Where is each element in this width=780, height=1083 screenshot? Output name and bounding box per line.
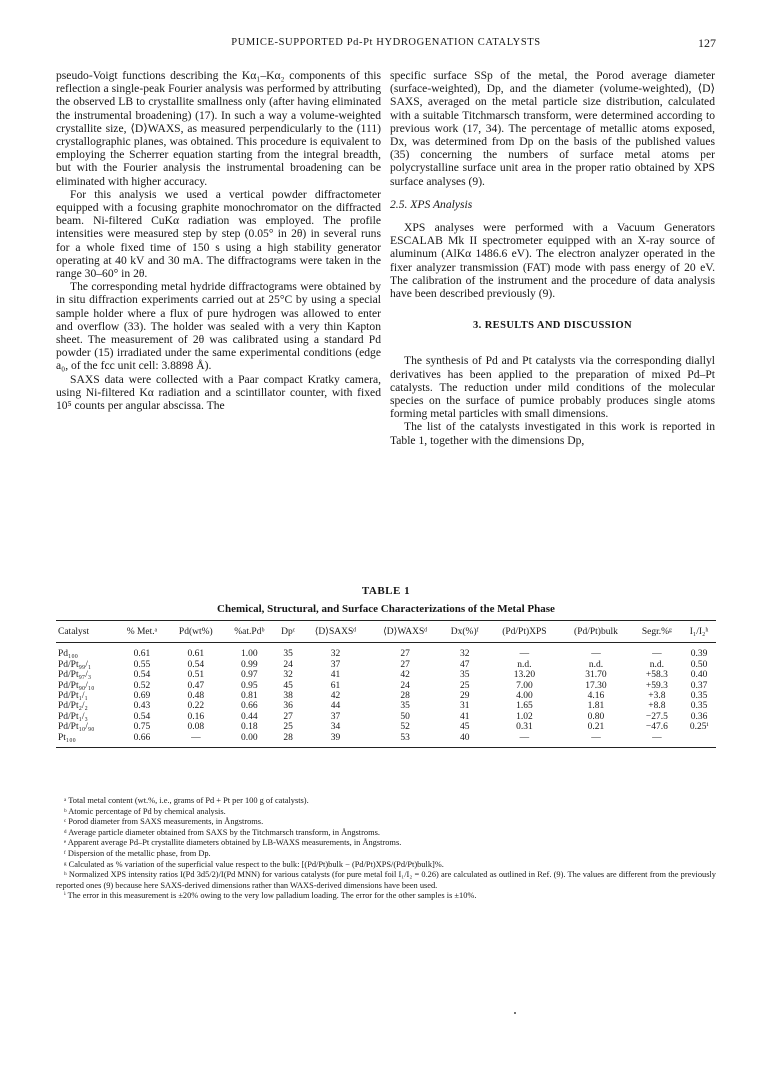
footnote: ᶠ Dispersion of the metallic phase, from Dp.: [64, 848, 211, 858]
table-cell: +8.8: [648, 701, 666, 712]
table-cell: —: [488, 733, 560, 748]
table-cell: 35: [459, 670, 470, 681]
table-cell: 28: [275, 733, 302, 748]
table-cell: 50: [400, 711, 410, 722]
table-cell: 0.35: [690, 701, 708, 712]
table-cell: 0.22: [187, 701, 205, 712]
table-cell: 27: [400, 649, 410, 660]
table-cell: 0.44: [241, 711, 258, 722]
table-cell: 0.99: [241, 659, 258, 670]
column-header: Dpᶜ: [275, 621, 302, 643]
table-row: [56, 670, 716, 680]
table-cell: 42: [400, 670, 410, 681]
table-cell: −27.5: [645, 711, 668, 722]
table-cell: 37: [330, 659, 341, 670]
table-cell: 0.54: [133, 670, 151, 681]
table-cell: 42: [330, 691, 341, 702]
table-cell: 1.81: [587, 701, 605, 712]
paragraph: The synthesis of Pd and Pt catalysts via the corresponding diallyl derivatives has been applied to the preparation of mixed Pd–Pt catalysts. The reduction under mild conditions of the molecular species on the surface of pumice probably produces single atoms forming metal particles with small dimensions.: [390, 354, 715, 421]
table-cell: 45: [283, 680, 293, 691]
paragraph: specific surface SSp of the metal, the Porod average diameter (surface-weighted), Dp, and the diameter (volume-weighted), ⟨D⟩SAXS, averaged on the metal particle size distribution, calculated with a suitable Titchmarsch transform, were determined according to previous work (17, 34). The percentage of metallic atoms exposed, Dx, was determined from Dp on the basis of the published values (35) concerning the numbers of surface metal atoms per polycrystalline surface unit area in the proper ratio obtained by XPS surface analyses (9).: [390, 69, 715, 188]
page-header: [56, 37, 716, 53]
footnote: ʰ Normalized XPS intensity ratios I(Pd 3d5/2)/I(Pd MNN) for various catalysts (for pure metal foil I₁/I₂ = 0.26) are calculated as outlined in Ref. (9). The values are different from the previously reported ones (9) because here SAXS-derived dimensions rather than WAXS-derived dimensions have been used.: [56, 870, 716, 890]
column-header: (Pd/Pt)XPS: [488, 621, 560, 643]
column-header: %at.Pdᵇ: [224, 621, 275, 643]
table-cell: 37: [330, 711, 341, 722]
table-cell: 31: [459, 701, 470, 712]
table-cell: Pd/Pt₁₀/₉₀: [58, 722, 95, 733]
table-title: TABLE 1: [361, 585, 411, 597]
table-cell: 0.66: [241, 701, 258, 712]
table-cell: 1.02: [516, 711, 533, 722]
table-cell: Pd/Pt₁/₁: [58, 691, 88, 702]
table-cell: 0.50: [690, 659, 708, 670]
table-cell: 44: [330, 701, 341, 712]
table-row: [56, 712, 716, 722]
table-cell: 32: [330, 649, 341, 660]
table-cell: Pd/Pt₉₀/₁₀: [58, 680, 95, 691]
table-footnotes: [56, 796, 716, 902]
table-row: [56, 733, 716, 748]
table-cell: 0.54: [133, 711, 151, 722]
table-cell: 0.52: [133, 680, 151, 691]
table-cell: 1.00: [241, 649, 258, 660]
table-cell: +58.3: [645, 670, 668, 681]
table-cell: —: [560, 733, 631, 748]
table-cell: 1.65: [516, 701, 533, 712]
column-header: ⟨D⟩WAXSᵈ: [369, 621, 441, 643]
column-header: I₁/I₂ʰ: [682, 621, 716, 643]
table-row: [56, 691, 716, 701]
data-table: [56, 620, 716, 748]
table-cell: —: [632, 733, 683, 748]
table-cell: 0.48: [187, 691, 205, 702]
table-cell: 53: [369, 733, 441, 748]
table-header-row: [56, 621, 716, 643]
table-cell: —: [168, 733, 224, 748]
table-cell: Pt₁₀₀: [56, 733, 116, 748]
table-cell: 31.70: [585, 670, 607, 681]
table-cell: 4.16: [587, 691, 605, 702]
table-cell: 36: [283, 701, 293, 712]
column-header: ⟨D⟩SAXSᵈ: [302, 621, 370, 643]
table-cell: 7.00: [516, 680, 533, 691]
footnote: ᵃ Total metal content (wt.%, i.e., grams of Pd + Pt per 100 g of catalysts).: [64, 796, 309, 805]
right-column: [390, 69, 715, 447]
table-cell: 0.36: [690, 711, 708, 722]
table-cell: 0.35: [690, 691, 708, 702]
table-cell: 52: [400, 722, 410, 733]
table-cell: 24: [400, 680, 410, 691]
table-cell: 0.47: [187, 680, 205, 691]
table-cell: +3.8: [648, 691, 666, 702]
table-cell: 40: [441, 733, 488, 748]
table-row: [56, 643, 716, 660]
footnote: ⁱ The error in this measurement is ±20% owing to the very low palladium loading. The error for the other samples is ±10%.: [64, 891, 477, 901]
column-header: Pd(wt%): [168, 621, 224, 643]
table-cell: 0.37: [690, 680, 708, 691]
table-cell: 0.21: [587, 722, 605, 733]
table-caption: Chemical, Structural, and Surface Characterizations of the Metal Phase: [217, 603, 555, 615]
table-cell: 35: [283, 649, 293, 660]
running-title: PUMICE-SUPPORTED Pd-Pt HYDROGENATION CATALYSTS: [231, 37, 541, 48]
table-cell: 41: [459, 711, 470, 722]
table-cell: 38: [283, 691, 293, 702]
table-cell: 28: [400, 691, 410, 702]
table-cell: 32: [283, 670, 293, 681]
table-row: [56, 681, 716, 691]
table-cell: +59.3: [645, 680, 668, 691]
table-cell: 47: [459, 659, 470, 670]
table-cell: 0.08: [187, 722, 205, 733]
section-heading: 3. RESULTS AND DISCUSSION: [473, 320, 632, 332]
table-cell: 0.16: [187, 711, 205, 722]
footnote: ᵈ Average particle diameter obtained from SAXS by the Titchmarsch transform, in Ångstroms.: [64, 827, 380, 837]
column-header: (Pd/Pt)bulk: [560, 621, 631, 643]
table-cell: 0.97: [241, 670, 258, 681]
table-cell: 0.25ⁱ: [689, 722, 709, 733]
subsection-heading: 2.5. XPS Analysis: [390, 197, 473, 211]
table-cell: 0.18: [241, 722, 258, 733]
table-cell: 0.55: [133, 659, 151, 670]
table-cell: 0.66: [116, 733, 167, 748]
table-cell: −47.6: [645, 722, 668, 733]
table-cell: 25: [459, 680, 470, 691]
column-header: % Met.ᵃ: [116, 621, 167, 643]
column-header: Catalyst: [56, 621, 116, 643]
table-cell: 25: [283, 722, 293, 733]
table-cell: n.d.: [588, 659, 604, 670]
table-cell: 17.30: [585, 680, 607, 691]
table-cell: 0.40: [690, 670, 708, 681]
page-number: 127: [698, 36, 716, 50]
footnote: ᵍ Calculated as % variation of the superficial value respect to the bulk: [(Pd/Pt)bulk − (Pd/Pt)XPS/(Pd/Pt)bulk]%.: [64, 859, 444, 869]
table-row: [56, 701, 716, 711]
table-cell: 41: [330, 670, 341, 681]
table-cell: Pd₁₀₀: [58, 649, 78, 660]
table-cell: Pd/Pt₉₇/₃: [58, 670, 92, 681]
table-cell: Pd/Pt₂/₂: [58, 701, 88, 712]
table-cell: 0.31: [516, 722, 533, 733]
table-cell: 61: [330, 680, 341, 691]
table-cell: n.d.: [649, 659, 664, 670]
table-cell: 34: [330, 722, 341, 733]
column-header: Segr.%ᵍ: [632, 621, 683, 643]
paragraph: For this analysis we used a vertical powder diffractometer equipped with a focusing graphite monochromator on the diffracted beam. Ni-filtered CuKα radiation was employed. The profile intensities were measured step by step (0.05° in 2θ) in several runs for a whole fixed time of 150 s using a high stability generator operating at 40 kV and 30 mA. The diffractograms were taken in the range 30–60° in 2θ.: [56, 187, 381, 281]
table-cell: 4.00: [516, 691, 533, 702]
table-cell: —: [519, 649, 530, 660]
table-cell: 27: [283, 711, 293, 722]
table-cell: 0.80: [587, 711, 605, 722]
table-cell: 0.75: [133, 722, 151, 733]
table-cell: 0.61: [133, 649, 151, 660]
table-cell: [682, 733, 716, 748]
table-cell: 32: [459, 649, 470, 660]
table-cell: 0.39: [690, 649, 708, 660]
table-cell: Pd/Pt₁/₃: [58, 711, 88, 722]
paragraph: XPS analyses were performed with a Vacuum Generators ESCALAB Mk II spectrometer equipped with an X-ray source of aluminum (AlKα 1486.6 eV). The electron analyzer operated in the fixer analyzer transmission (FAT) mode with pass energy of 20 eV. The calibration of the instrument and the procedure of data analysis have been described previously (9).: [390, 221, 715, 301]
footnote: ᶜ Porod diameter from SAXS measurements, in Ångstroms.: [64, 817, 264, 827]
footnote: ᵇ Atomic percentage of Pd by chemical analysis.: [64, 806, 226, 816]
table-cell: 0.95: [241, 680, 258, 691]
table-cell: 0.81: [241, 691, 258, 702]
table-cell: 13.20: [513, 670, 536, 681]
paragraph: The list of the catalysts investigated in this work is reported in Table 1, together with the dimensions Dp,: [390, 420, 715, 447]
table-cell: 45: [459, 722, 470, 733]
page-mark: [514, 1012, 516, 1014]
table-row: [56, 722, 716, 732]
table-cell: n.d.: [517, 659, 532, 670]
table-cell: 39: [302, 733, 370, 748]
table-cell: 0.54: [187, 659, 205, 670]
table-cell: 0.69: [133, 691, 151, 702]
table-cell: 27: [400, 659, 410, 670]
paragraph: SAXS data were collected with a Paar compact Kratky camera, using Ni-filtered Kα radiation and a scintillator counter, with fixed 10⁵ counts per angular abscissa. The: [56, 372, 381, 413]
table-cell: 24: [283, 659, 293, 670]
table-cell: 0.00: [224, 733, 275, 748]
table-cell: 0.51: [187, 670, 205, 681]
footnote: ᵉ Apparent average Pd–Pt crystallite diameters obtained by LB-WAXS measurements, in Ångstroms.: [64, 838, 402, 848]
table-cell: —: [652, 649, 662, 660]
table-cell: 29: [459, 691, 470, 702]
paragraph: pseudo-Voigt functions describing the Kα₁–Kα₂ components of this reflection a single-peak Fourier analysis was performed by attributing the observed LB to crystallite smallness only (after having eliminated the instrumental broadening) (17). In such a way a volume-weighted crystallite size, ⟨D⟩WAXS, as measured perpendicularly to the (111) crystallographic planes, was obtained. This procedure is equivalent to employing the Scherrer equation starting from the integral breadth, but with the Fourier analysis the instrumental broadening can be eliminated with higher accuracy.: [56, 69, 381, 188]
table-cell: 0.43: [133, 701, 151, 712]
paragraph: The corresponding metal hydride diffractograms were obtained by in situ diffraction experiments carried out at 25°C by using a special sample holder where a flux of pure hydrogen was allowed to enter and overflow (33). The holder was sealed with a very thin Kapton sheet. The measurement of 2θ was calibrated using a standard Pd powder (15) irradiated under the same experimental conditions (edge a₀, of the fcc unit cell: 3.8898 Å).: [56, 280, 381, 373]
table-cell: Pd/Pt₉₉/₁: [58, 659, 92, 670]
table-cell: —: [591, 649, 601, 660]
table-cell: 35: [400, 701, 410, 712]
column-header: Dx(%)ᶠ: [441, 621, 488, 643]
table-cell: 0.61: [187, 649, 205, 660]
table-body: [56, 643, 716, 748]
table-row: [56, 660, 716, 670]
left-column: [56, 69, 381, 412]
